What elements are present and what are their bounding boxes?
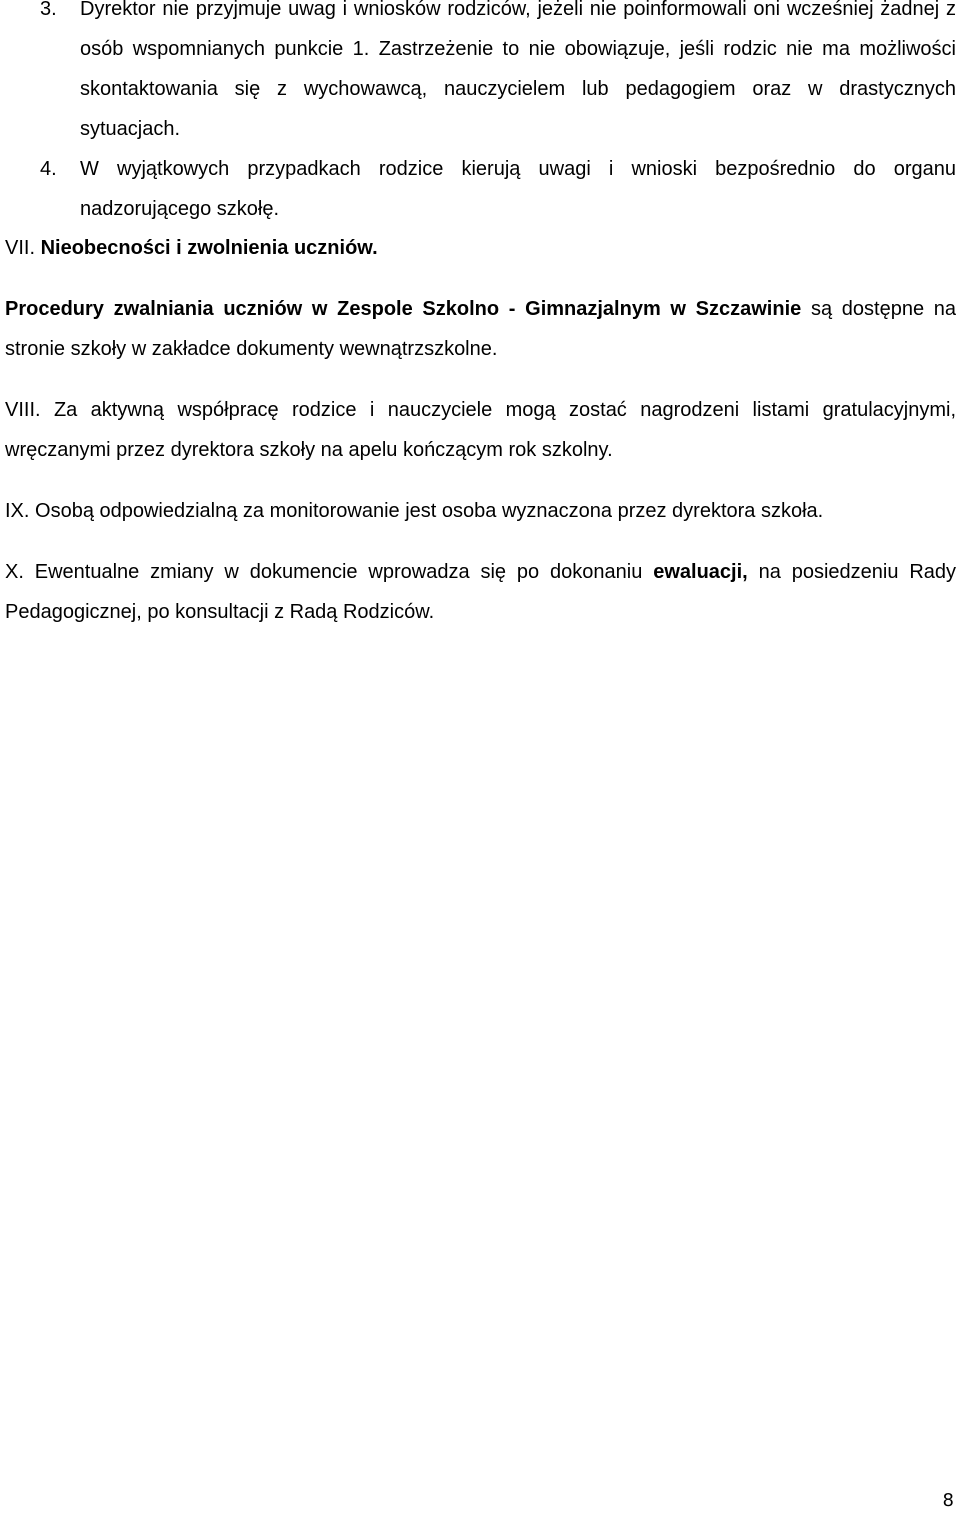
list-item-number: 3. <box>40 0 57 20</box>
list-item-number: 4. <box>40 158 57 180</box>
procedures-paragraph <box>5 289 956 369</box>
section-ix-text: IX. Osobą odpowiedzialną za monitorowanie jest osoba wyznaczona przez dyrektora szkoła. <box>5 500 824 522</box>
list-item <box>40 0 956 149</box>
list-item-text: W wyjątkowych przypadkach rodzice kierują uwagi i wnioski bezpośrednio do organu nadzorującego szkołę. <box>80 158 956 220</box>
page-number: 8 <box>942 1490 954 1511</box>
section-title: Nieobecności i zwolnienia uczniów. <box>40 237 378 259</box>
procedures-bold-text: Procedury zwalniania uczniów w Zespole Szkolno - Gimnazjalnym w Szczawinie <box>5 298 802 320</box>
section-x-text-after: na posiedzeniu Rady Pedagogicznej, po konsultacji z Radą Rodziców. <box>5 561 957 623</box>
procedures-text: są dostępne na stronie szkoły w zakładce dokumenty wewnątrzszkolne. <box>5 298 956 360</box>
list-item <box>40 149 956 229</box>
numbered-list <box>40 0 956 240</box>
section-x-text-before: X. Ewentualne zmiany w dokumencie wprowadza się po dokonaniu <box>5 561 654 583</box>
section-number: VII. <box>5 237 36 259</box>
section-ix-paragraph <box>5 491 956 531</box>
section-x-bold-text: ewaluacji, <box>653 561 748 583</box>
list-item-text: Dyrektor nie przyjmuje uwag i wniosków rodziców, jeżeli nie poinformowali oni wcześniej żadnej z osób wspomnianych punkcie 1. Zastrzeżenie to nie obowiązuje, jeśli rodzic nie ma możliwości skontaktowania się z wychowawcą, nauczycielem lub pedagogiem oraz w drastycznych sytuacjach. <box>80 0 956 140</box>
section-viii-paragraph <box>5 390 956 470</box>
section-heading-vii <box>5 228 956 268</box>
section-x-paragraph <box>5 552 956 632</box>
section-viii-text: VIII. Za aktywną współpracę rodzice i nauczyciele mogą zostać nagrodzeni listami gratulacyjnymi, wręczanymi przez dyrektora szkoły na apelu kończącym rok szkolny. <box>5 399 956 461</box>
